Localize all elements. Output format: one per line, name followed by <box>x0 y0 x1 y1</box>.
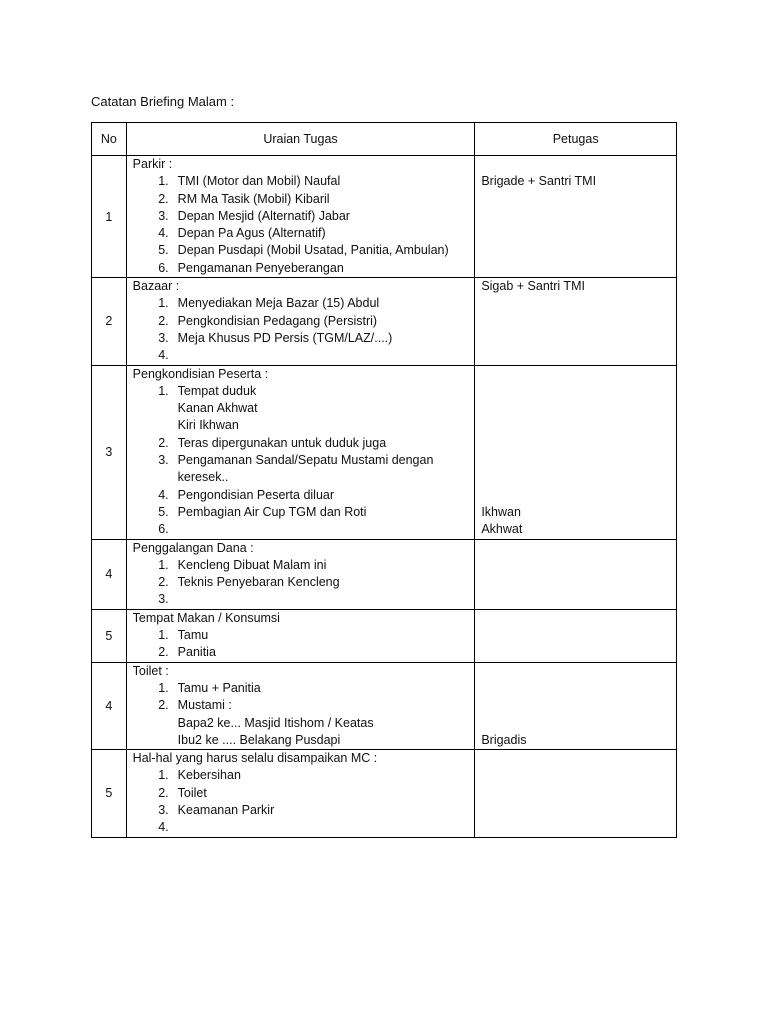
list-item-text: RM Ma Tasik (Mobil) Kibaril <box>177 191 330 206</box>
task-description-cell <box>126 365 475 539</box>
task-list-item <box>133 452 469 469</box>
task-list-item <box>133 644 469 661</box>
task-description-cell <box>126 750 475 837</box>
list-item-number: 3. <box>158 802 169 817</box>
list-item-text: Depan Pusdapi (Mobil Usatad, Panitia, Ambulan) <box>177 243 449 258</box>
staff-line <box>481 417 670 434</box>
task-list-item <box>133 347 469 364</box>
list-item-number: 4. <box>158 226 169 241</box>
staff-line <box>481 697 670 714</box>
staff-line: Akhwat <box>481 522 523 537</box>
task-list-item <box>133 574 469 591</box>
staff-cell <box>475 609 677 662</box>
list-item-number: 5. <box>158 504 169 519</box>
task-list-item <box>133 400 469 417</box>
task-list-item <box>133 173 469 190</box>
list-item-text: Bapa2 ke... Masjid Itishom / Keatas <box>177 715 374 730</box>
row-number: 4 <box>92 662 127 749</box>
list-item-text: Teknis Penyebaran Kencleng <box>177 575 340 590</box>
list-item-number: 4. <box>158 820 169 835</box>
list-item-number: 6. <box>158 522 169 537</box>
task-list-item <box>133 208 469 225</box>
table-row <box>92 156 677 278</box>
list-item-text: Pengamanan Penyeberangan <box>177 260 344 275</box>
list-item-text: Pengkondisian Pedagang (Persistri) <box>177 313 378 328</box>
header-staff: Petugas <box>475 123 677 156</box>
document-title: Catatan Briefing Malam : <box>91 94 235 109</box>
task-list-item <box>133 417 469 434</box>
task-heading: Bazaar : <box>132 279 180 294</box>
staff-line <box>481 156 670 173</box>
task-list-item <box>133 435 469 452</box>
table-row <box>92 539 677 609</box>
task-list-item <box>133 504 469 521</box>
task-description-cell <box>126 662 475 749</box>
list-item-number: 2. <box>158 313 169 328</box>
row-number: 5 <box>92 609 127 662</box>
table-row <box>92 609 677 662</box>
list-item-number: 1. <box>158 628 169 643</box>
staff-line <box>481 435 670 452</box>
task-list-item <box>133 295 469 312</box>
row-number: 3 <box>92 365 127 539</box>
header-no: No <box>92 123 127 156</box>
list-item-number: 5. <box>158 243 169 258</box>
list-item-number: 1. <box>158 296 169 311</box>
staff-cell <box>475 662 677 749</box>
task-list-item <box>133 732 469 749</box>
task-heading: Tempat Makan / Konsumsi <box>132 610 280 625</box>
task-list-item <box>133 767 469 784</box>
staff-line: Ikhwan <box>481 504 521 519</box>
task-list-item <box>133 819 469 836</box>
list-item-text: Kiri Ikhwan <box>177 418 239 433</box>
staff-cell <box>475 750 677 837</box>
task-list-item <box>133 242 469 259</box>
task-heading: Toilet : <box>132 663 169 678</box>
row-number: 5 <box>92 750 127 837</box>
list-item-number: 2. <box>158 435 169 450</box>
list-item-number: 1. <box>158 174 169 189</box>
task-heading: Pengkondisian Peserta : <box>132 366 269 381</box>
task-list-item <box>133 330 469 347</box>
list-item-text: Kebersihan <box>177 768 241 783</box>
task-list-item <box>133 802 469 819</box>
list-item-text: Mustami : <box>177 698 232 713</box>
list-item-text: Depan Mesjid (Alternatif) Jabar <box>177 208 350 223</box>
staff-line <box>481 366 670 383</box>
task-table <box>91 122 677 838</box>
staff-line: Sigab + Santri TMI <box>481 279 585 294</box>
list-item-text: Kencleng Dibuat Malam ini <box>177 557 327 572</box>
list-item-text: Tamu <box>177 628 209 643</box>
list-item-text: Panitia <box>177 645 216 660</box>
task-list-item <box>133 557 469 574</box>
task-description-cell <box>126 156 475 278</box>
task-list-item <box>133 487 469 504</box>
list-item-text: Keamanan Parkir <box>177 802 275 817</box>
list-item-text: Pembagian Air Cup TGM dan Roti <box>177 504 367 519</box>
staff-cell <box>475 539 677 609</box>
task-list-item <box>133 260 469 277</box>
list-item-number: 1. <box>158 557 169 572</box>
staff-line: Brigade + Santri TMI <box>481 174 597 189</box>
list-item-text: Pengondisian Peserta diluar <box>177 487 335 502</box>
task-heading: Hal-hal yang harus selalu disampaikan MC : <box>132 751 378 766</box>
table-row <box>92 365 677 539</box>
task-list-item <box>133 225 469 242</box>
staff-line <box>481 383 670 400</box>
list-item-number: 1. <box>158 768 169 783</box>
list-item-number: 3. <box>158 330 169 345</box>
task-list-item <box>133 591 469 608</box>
staff-line <box>481 715 670 732</box>
table-row <box>92 662 677 749</box>
list-item-text: keresek.. <box>177 470 229 485</box>
list-item-number: 3. <box>158 208 169 223</box>
staff-line <box>481 469 670 486</box>
task-list-item <box>133 313 469 330</box>
list-item-number: 3. <box>158 592 169 607</box>
task-heading: Parkir : <box>132 157 173 171</box>
list-item-text: Pengamanan Sandal/Sepatu Mustami dengan <box>177 453 434 468</box>
staff-line <box>481 663 670 680</box>
task-list-item <box>133 469 469 486</box>
header-task-description: Uraian Tugas <box>126 123 475 156</box>
list-item-number: 2. <box>158 785 169 800</box>
task-list-item <box>133 715 469 732</box>
task-description-cell <box>126 609 475 662</box>
list-item-text: Tempat duduk <box>177 383 257 398</box>
task-list-item <box>133 191 469 208</box>
staff-cell <box>475 156 677 278</box>
staff-line <box>481 452 670 469</box>
list-item-number: 4. <box>158 348 169 363</box>
list-item-number: 2. <box>158 191 169 206</box>
table-row <box>92 278 677 365</box>
staff-line <box>481 400 670 417</box>
task-heading: Penggalangan Dana : <box>132 540 254 555</box>
task-description-cell <box>126 278 475 365</box>
list-item-text: Menyediakan Meja Bazar (15) Abdul <box>177 296 380 311</box>
table-header-row <box>92 123 677 156</box>
list-item-text: Tamu + Panitia <box>177 680 261 695</box>
task-list-item <box>133 697 469 714</box>
task-list-item <box>133 785 469 802</box>
list-item-text: Toilet <box>177 785 207 800</box>
list-item-number: 3. <box>158 453 169 468</box>
table-body <box>92 156 677 838</box>
staff-line <box>481 487 670 504</box>
row-number: 4 <box>92 539 127 609</box>
list-item-number: 2. <box>158 575 169 590</box>
list-item-number: 1. <box>158 680 169 695</box>
list-item-number: 6. <box>158 260 169 275</box>
staff-cell <box>475 278 677 365</box>
list-item-text: Meja Khusus PD Persis (TGM/LAZ/....) <box>177 330 393 345</box>
staff-line: Brigadis <box>481 732 527 747</box>
list-item-text: TMI (Motor dan Mobil) Naufal <box>177 174 341 189</box>
list-item-number: 4. <box>158 487 169 502</box>
list-item-number: 2. <box>158 698 169 713</box>
task-description-cell <box>126 539 475 609</box>
staff-cell <box>475 365 677 539</box>
list-item-text: Ibu2 ke .... Belakang Pusdapi <box>177 732 341 747</box>
table-row <box>92 750 677 837</box>
task-list-item <box>133 680 469 697</box>
row-number: 1 <box>92 156 127 278</box>
list-item-text: Depan Pa Agus (Alternatif) <box>177 226 326 241</box>
list-item-number: 1. <box>158 383 169 398</box>
task-list-item <box>133 627 469 644</box>
task-list-item <box>133 521 469 538</box>
list-item-number: 2. <box>158 645 169 660</box>
row-number: 2 <box>92 278 127 365</box>
staff-line <box>481 680 670 697</box>
list-item-text: Teras dipergunakan untuk duduk juga <box>177 435 387 450</box>
task-list-item <box>133 383 469 400</box>
list-item-text: Kanan Akhwat <box>177 401 258 416</box>
